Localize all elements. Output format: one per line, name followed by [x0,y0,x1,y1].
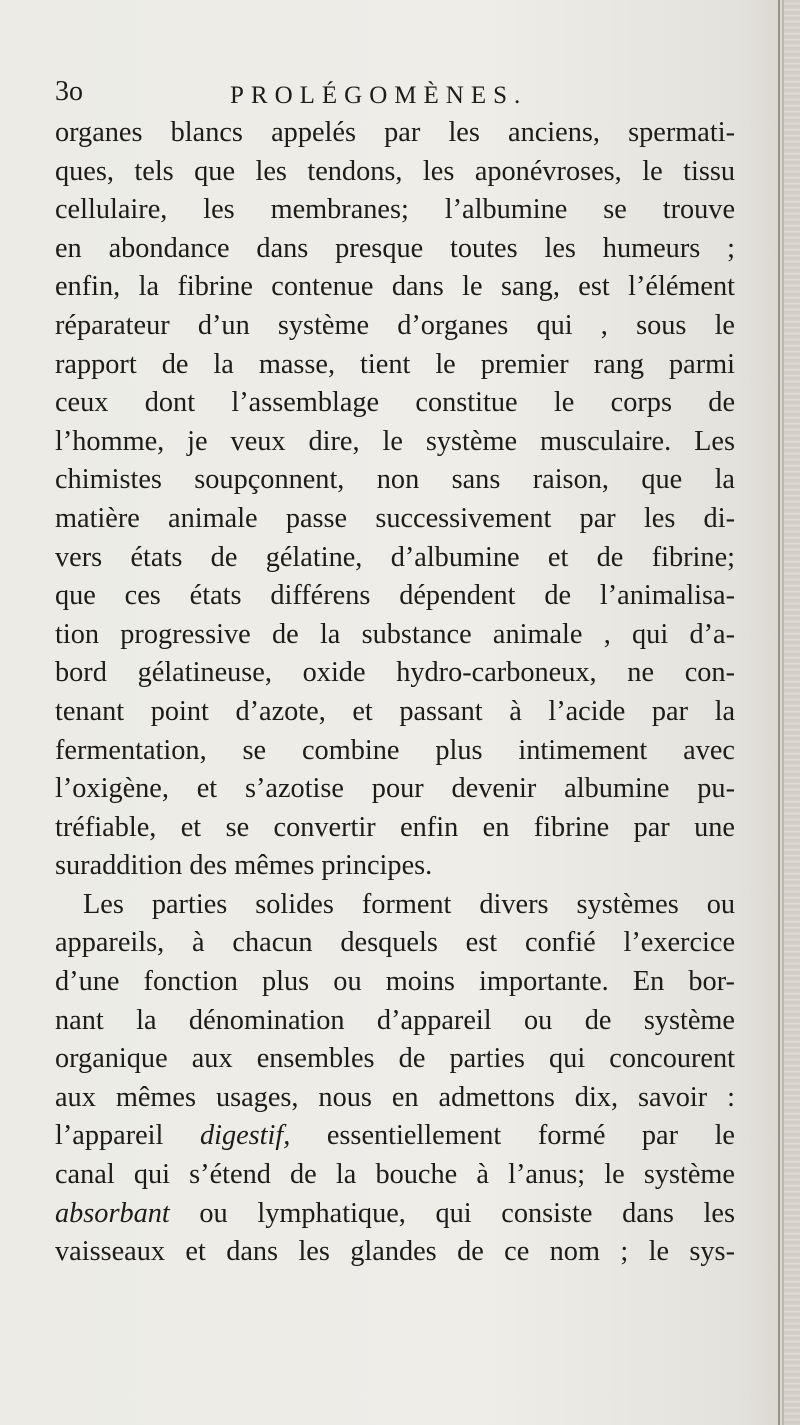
italic-term: digestif, [199,1120,291,1152]
text-line: appareils, à chacun desquels est confié l’exercice [55,927,735,959]
text-line: l’homme, je veux dire, le système musculaire. Les [55,425,735,457]
text-line: d’une fonction plus ou moins importante. En bor- [55,966,735,998]
text-line: tenant point d’azote, et passant à l’acide par la [55,695,735,727]
text-line-paragraph-start: Les parties solides forment divers systèmes ou [83,888,735,920]
running-title: PROLÉGOMÈNES. [230,82,528,109]
text-line: organes blancs appelés par les anciens, spermati- [55,117,735,148]
text-line-paragraph-end: suraddition des mêmes principes. [55,850,433,882]
text-line: l’appareil digestif, essentiellement formé par le [55,1120,735,1152]
text-line: rapport de la masse, tient le premier rang parmi [55,348,735,380]
page-edge [782,0,800,1425]
page-number: 3o [55,76,83,107]
text-line: absorbant ou lymphatique, qui consiste dans les [55,1197,735,1229]
text-line: cellulaire, les membranes; l’albumine se trouve [55,194,735,226]
text-line: ceux dont l’assemblage constitue le corps de [55,387,735,419]
body-text [55,114,735,1272]
text-line: bord gélatineuse, oxide hydro-carboneux, ne con- [55,657,735,689]
text-line: chimistes soupçonnent, non sans raison, que la [55,464,735,496]
text-line: nant la dénomination d’appareil ou de système [55,1004,735,1036]
page-header [55,76,735,116]
text-line: fermentation, se combine plus intimement avec [55,734,735,766]
text-line: tion progressive de la substance animale , qui d’a- [55,618,735,650]
text-line: ques, tels que les tendons, les aponévroses, le tissu [55,155,735,187]
text-line: canal qui s’étend de la bouche à l’anus; le système [55,1159,735,1191]
italic-term: absorbant [55,1197,170,1229]
text-line: tréfiable, et se convertir enfin en fibrine par une [55,811,735,843]
text-line: réparateur d’un système d’organes qui , sous le [55,309,735,341]
binding-shadow [778,0,780,1425]
text-line: en abondance dans presque toutes les humeurs ; [55,232,735,264]
text-line: que ces états différens dépendent de l’animalisa- [55,580,735,612]
text-line: vers états de gélatine, d’albumine et de fibrine; [55,541,735,573]
text-line: vaisseaux et dans les glandes de ce nom ; le sys- [55,1236,735,1268]
text-line: organique aux ensembles de parties qui concourent [55,1043,735,1075]
text-line: l’oxigène, et s’azotise pour devenir albumine pu- [55,773,735,805]
text-line: aux mêmes usages, nous en admettons dix, savoir : [55,1081,735,1113]
text-line: enfin, la fibrine contenue dans le sang, est l’élément [55,271,735,303]
text-line: matière animale passe successivement par les di- [55,502,735,534]
